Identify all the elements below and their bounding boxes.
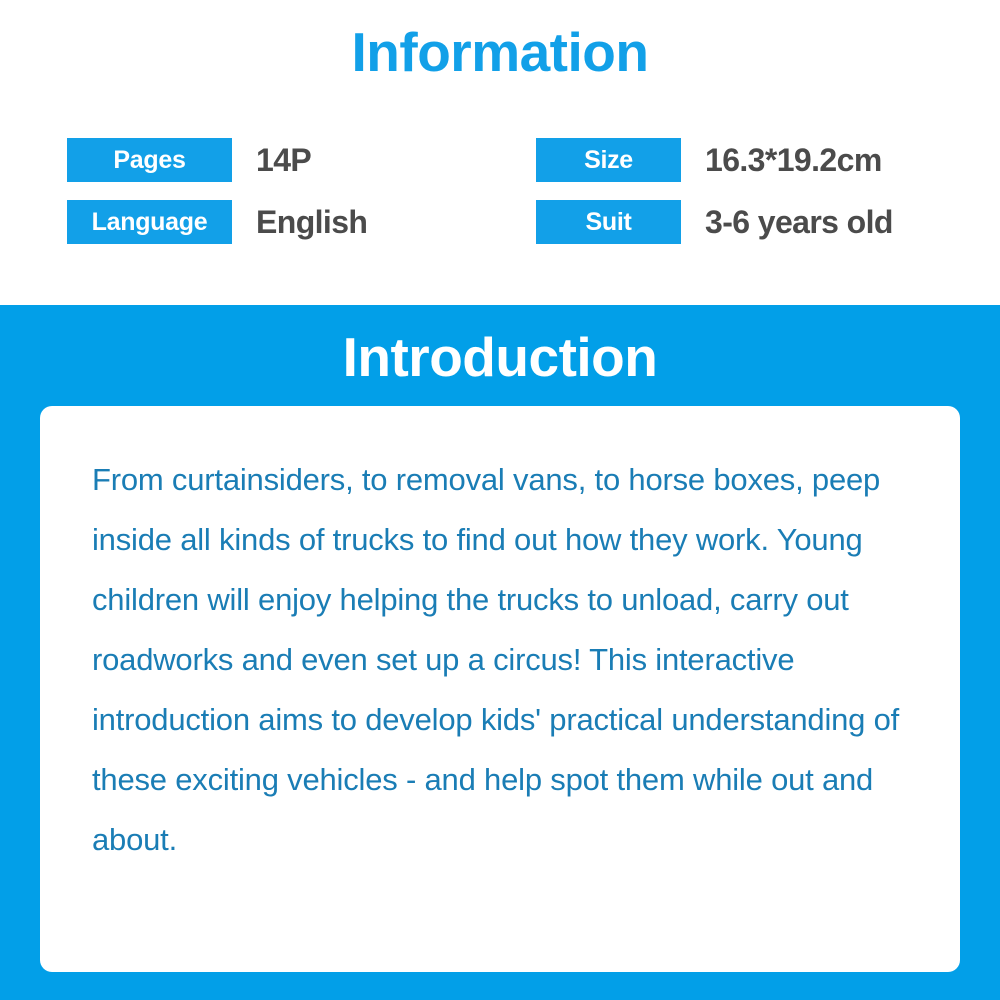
spec-row-pages: [67, 138, 367, 182]
spec-row-size: [536, 138, 893, 182]
introduction-card: [40, 406, 960, 972]
specification-grid: [0, 138, 1000, 248]
specification-column-left: [67, 138, 367, 244]
spec-value-size: 16.3*19.2cm: [705, 141, 882, 178]
information-heading: Information: [351, 21, 649, 83]
spec-value-pages: 14P: [256, 141, 312, 178]
spec-row-language: [67, 200, 367, 244]
spec-label-language: Language: [67, 200, 232, 244]
specification-column-right: [536, 138, 893, 244]
introduction-body-text: From curtainsiders, to removal vans, to horse boxes, peep inside all kinds of trucks to find out how they work. Young children will enjoy helping the trucks to unload, carry out roadworks and even set up a circus! This interactive introduction aims to develop kids' practical understanding of these exciting vehicles - and help spot them while out and about.: [92, 462, 900, 857]
spec-label-size: Size: [536, 138, 681, 182]
introduction-heading: Introduction: [342, 326, 658, 388]
spec-label-suit: Suit: [536, 200, 681, 244]
information-section: [0, 0, 1000, 305]
spec-value-language: English: [256, 203, 368, 240]
spec-row-suit: [536, 200, 893, 244]
spec-label-pages: Pages: [67, 138, 232, 182]
introduction-section: [0, 305, 1000, 1000]
spec-value-suit: 3-6 years old: [705, 203, 893, 240]
